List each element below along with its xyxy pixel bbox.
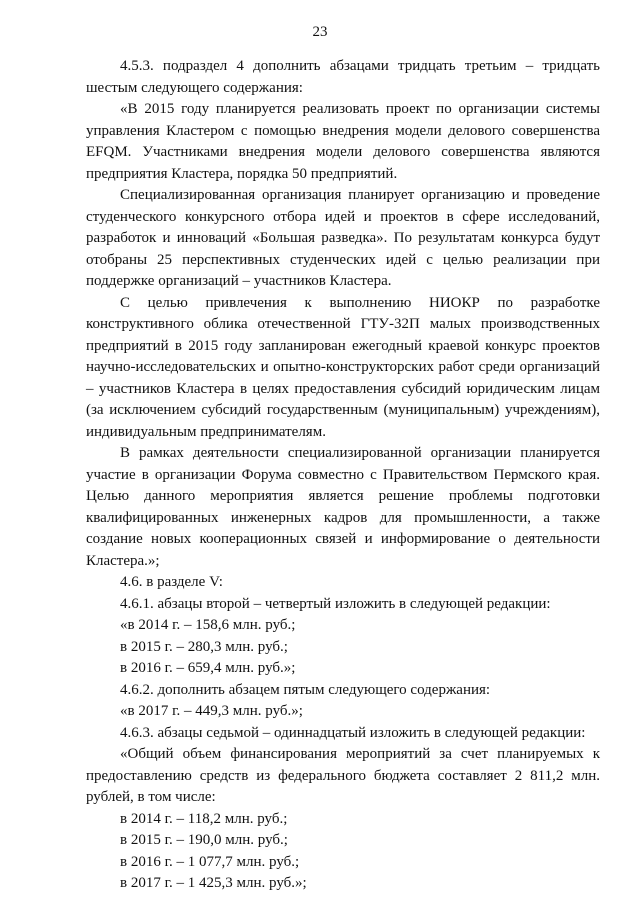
federal-amount-2014: в 2014 г. – 118,2 млн. руб.;	[120, 810, 288, 827]
federal-amount-2016: в 2016 г. – 1 077,7 млн. руб.;	[120, 853, 300, 870]
amount-2016: в 2016 г. – 659,4 млн. руб.»;	[120, 660, 296, 676]
paragraph-forum: В рамках деятельности специализированной организации планируется участие в организации Форума совместно с Правительством Пермского края. Целью данного мероприятия является решение проблемы подготовки квалифицированных инженерных кадров для промышленности, а также создание новых кооперационных связей и информирование о деятельности Кластера.»;	[86, 445, 600, 569]
federal-amount-2015: в 2015 г. – 190,0 млн. руб.;	[120, 832, 288, 848]
federal-amount-2017: в 2017 г. – 1 425,3 млн. руб.»;	[120, 875, 307, 891]
paragraph-niokr: С целью привлечения к выполнению НИОКР по разработке конструктивного облика отечественной ГТУ-32П малых производственных предприятий в 2015 году запланирован ежегодный краевой конкурс проектов научно-исследовательских и опытно-конструкторских работ среди организаций – участников Кластера в целях предоставления субсидий юридическим лицам (за исключением субсидий государственным (муниципальным) учреждениям), индивидуальным предпринимателям.	[86, 294, 600, 440]
paragraph-efqm: «В 2015 году планируется реализовать проект по организации системы управления Кластером с помощью внедрения модели делового совершенства EFQM. Участниками внедрения модели делового совершенства являются предприятия Кластера, порядка 50 предприятий.	[86, 101, 600, 182]
section-4-6: 4.6. в разделе V:	[120, 574, 223, 590]
section-4-6-2: 4.6.2. дополнить абзацем пятым следующего содержания:	[120, 681, 491, 698]
section-4-6-1: 4.6.1. абзацы второй – четвертый изложить в следующей редакции:	[120, 595, 551, 612]
section-4-6-3: 4.6.3. абзацы седьмой – одиннадцатый изложить в следующей редакции:	[120, 724, 586, 741]
amount-2015: в 2015 г. – 280,3 млн. руб.;	[120, 638, 288, 655]
paragraph-4-5-3: 4.5.3. подраздел 4 дополнить абзацами тридцать третьим – тридцать шестым следующего содержания:	[86, 58, 600, 96]
amount-2014: «в 2014 г. – 158,6 млн. руб.;	[120, 617, 296, 633]
page-number: 23	[312, 24, 328, 40]
amount-2017: «в 2017 г. – 449,3 млн. руб.»;	[120, 703, 303, 719]
funding-paragraph: «Общий объем финансирования мероприятий за счет планируемых к предоставлению средств из федерального бюджета составляет 2 811,2 млн. рублей, в том числе:	[86, 746, 600, 805]
paragraph-big-exploration: Специализированная организация планирует организацию и проведение студенческого конкурсного отбора идей и проектов в сфере исследований, разработок и инноваций «Большая разведка». По результатам конкурса будут отобраны 25 перспективных студенческих идей с целью реализации при поддержке организаций – участников Кластера.	[86, 187, 600, 289]
document-body	[86, 56, 600, 895]
